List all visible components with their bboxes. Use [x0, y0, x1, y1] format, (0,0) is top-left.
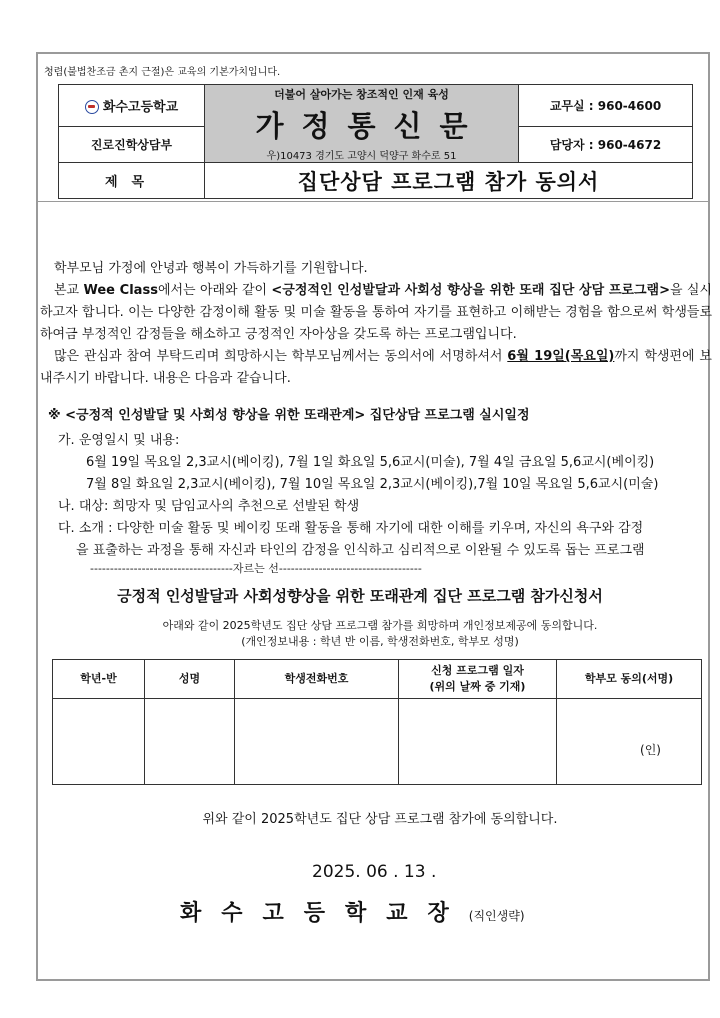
contact-phone: 담당자 : 960-4672 [519, 127, 693, 163]
school-address: 우)10473 경기도 고양시 덕양구 화수로 51 [266, 151, 457, 162]
column-name: 성명 [145, 660, 235, 699]
school-name-cell [59, 85, 205, 127]
principal-signature: 화수고등학교장(직인생략) [180, 901, 525, 926]
schedule-section [48, 405, 658, 562]
subject-title: 집단상담 프로그램 참가 동의서 [205, 163, 693, 199]
subject-label: 제목 [59, 163, 205, 199]
school-emblem-icon [85, 100, 99, 114]
header-divider [38, 201, 708, 202]
newsletter-title-cell [205, 85, 519, 163]
column-program-date: 신청 프로그램 일자 (위의 날짜 중 기재) [399, 660, 557, 699]
school-slogan: 더불어 살아가는 창조적인 인재 육성 [274, 88, 449, 101]
schedule-dates-1: 6월 19일 목요일 2,3교시(베이킹), 7월 1일 화요일 5,6교시(미술), 7월 4일 금요일 5,6교시(베이킹) [86, 455, 655, 470]
input-grade-class[interactable] [53, 699, 145, 785]
input-parent-signature[interactable]: (인) [557, 699, 702, 785]
schedule-heading: ※ <긍정적 인성발달 및 사회성 향상을 위한 또래관계> 집단상담 프로그램 실시일정 [48, 408, 530, 423]
stamp-omitted-note: (직인생략) [468, 909, 525, 923]
program-description: 본교 Wee Class에서는 아래와 같이 <긍정적인 인성발달과 사회성 향상을 위한 또래 집단 상담 프로그램>을 실시하고자 합니다. 이는 다양한 감정이해 활동 및 미술 활동을 통하여 자기를 표현하고 이해받는 경험을 함으로써 학생들로 하여금 부정적인 감정들을 해소하고 긍정적인 자아상을 갖도록 하는 프로그램입니다. [40, 283, 713, 342]
schedule-dates-2: 7월 8일 화요일 2,3교시(베이킹), 7월 10일 목요일 2,3교시(베이킹),7월 10일 목요일 5,6교시(미술) [86, 477, 659, 492]
application-table [52, 659, 702, 785]
column-student-phone: 학생전화번호 [235, 660, 399, 699]
column-parent-consent: 학부모 동의(서명) [557, 660, 702, 699]
column-grade-class: 학년-반 [53, 660, 145, 699]
agreement-statement: 위와 같이 2025학년도 집단 상담 프로그램 참가에 동의합니다. [202, 812, 558, 827]
application-form-note: 아래와 같이 2025학년도 집단 상담 프로그램 참가를 희망하며 개인정보제공에 동의합니다. (개인정보내용 : 학년 반 이름, 학생전화번호, 학부모 성명) [162, 619, 598, 648]
schedule-item-b: 나. 대상: 희망자 및 담임교사의 추천으로 선발된 학생 [58, 499, 360, 514]
schedule-item-c: 다. 소개 : 다양한 미술 활동 및 베이킹 또래 활동을 통해 자기에 대한 이해를 키우며, 자신의 욕구와 감정 [58, 521, 644, 536]
intro-text [40, 258, 712, 390]
school-name: 화수고등학교 [102, 100, 179, 116]
newsletter-header [58, 84, 693, 199]
input-student-phone[interactable] [235, 699, 399, 785]
consent-request: 많은 관심과 참여 부탁드리며 희망하시는 학부모님께서는 동의서에 서명하셔서 6월 19일(목요일)까지 학생편에 보내주시기 바랍니다. 내용은 다음과 같습니다. [40, 349, 712, 386]
greeting: 학부모님 가정에 안녕과 행복이 가득하기를 기원합니다. [54, 261, 368, 276]
schedule-item-c-cont: 을 표출하는 과정을 통해 자신과 타인의 감정을 인식하고 심리적으로 이완될 수 있도록 돕는 프로그램 [76, 543, 645, 558]
schedule-item-a: 가. 운영일시 및 내용: [58, 433, 180, 448]
office-phone: 교무실 : 960-4600 [519, 85, 693, 127]
issue-date: 2025. 06 . 13 . [312, 862, 437, 882]
newsletter-title: 가정통신문 [255, 109, 486, 143]
input-name[interactable] [145, 699, 235, 785]
cut-line: ------------------------------------자르는 선------------------------------------ [90, 562, 422, 575]
deadline: 6월 19일(목요일) [507, 349, 615, 364]
application-form-title: 긍정적 인성발달과 사회성향상을 위한 또래관계 집단 프로그램 참가신청서 [117, 587, 603, 605]
integrity-motto: 청렴(불법찬조금 촌지 근절)은 교육의 기본가치입니다. [44, 67, 281, 78]
department-name: 진로진학상담부 [59, 127, 205, 163]
input-program-date[interactable] [399, 699, 557, 785]
